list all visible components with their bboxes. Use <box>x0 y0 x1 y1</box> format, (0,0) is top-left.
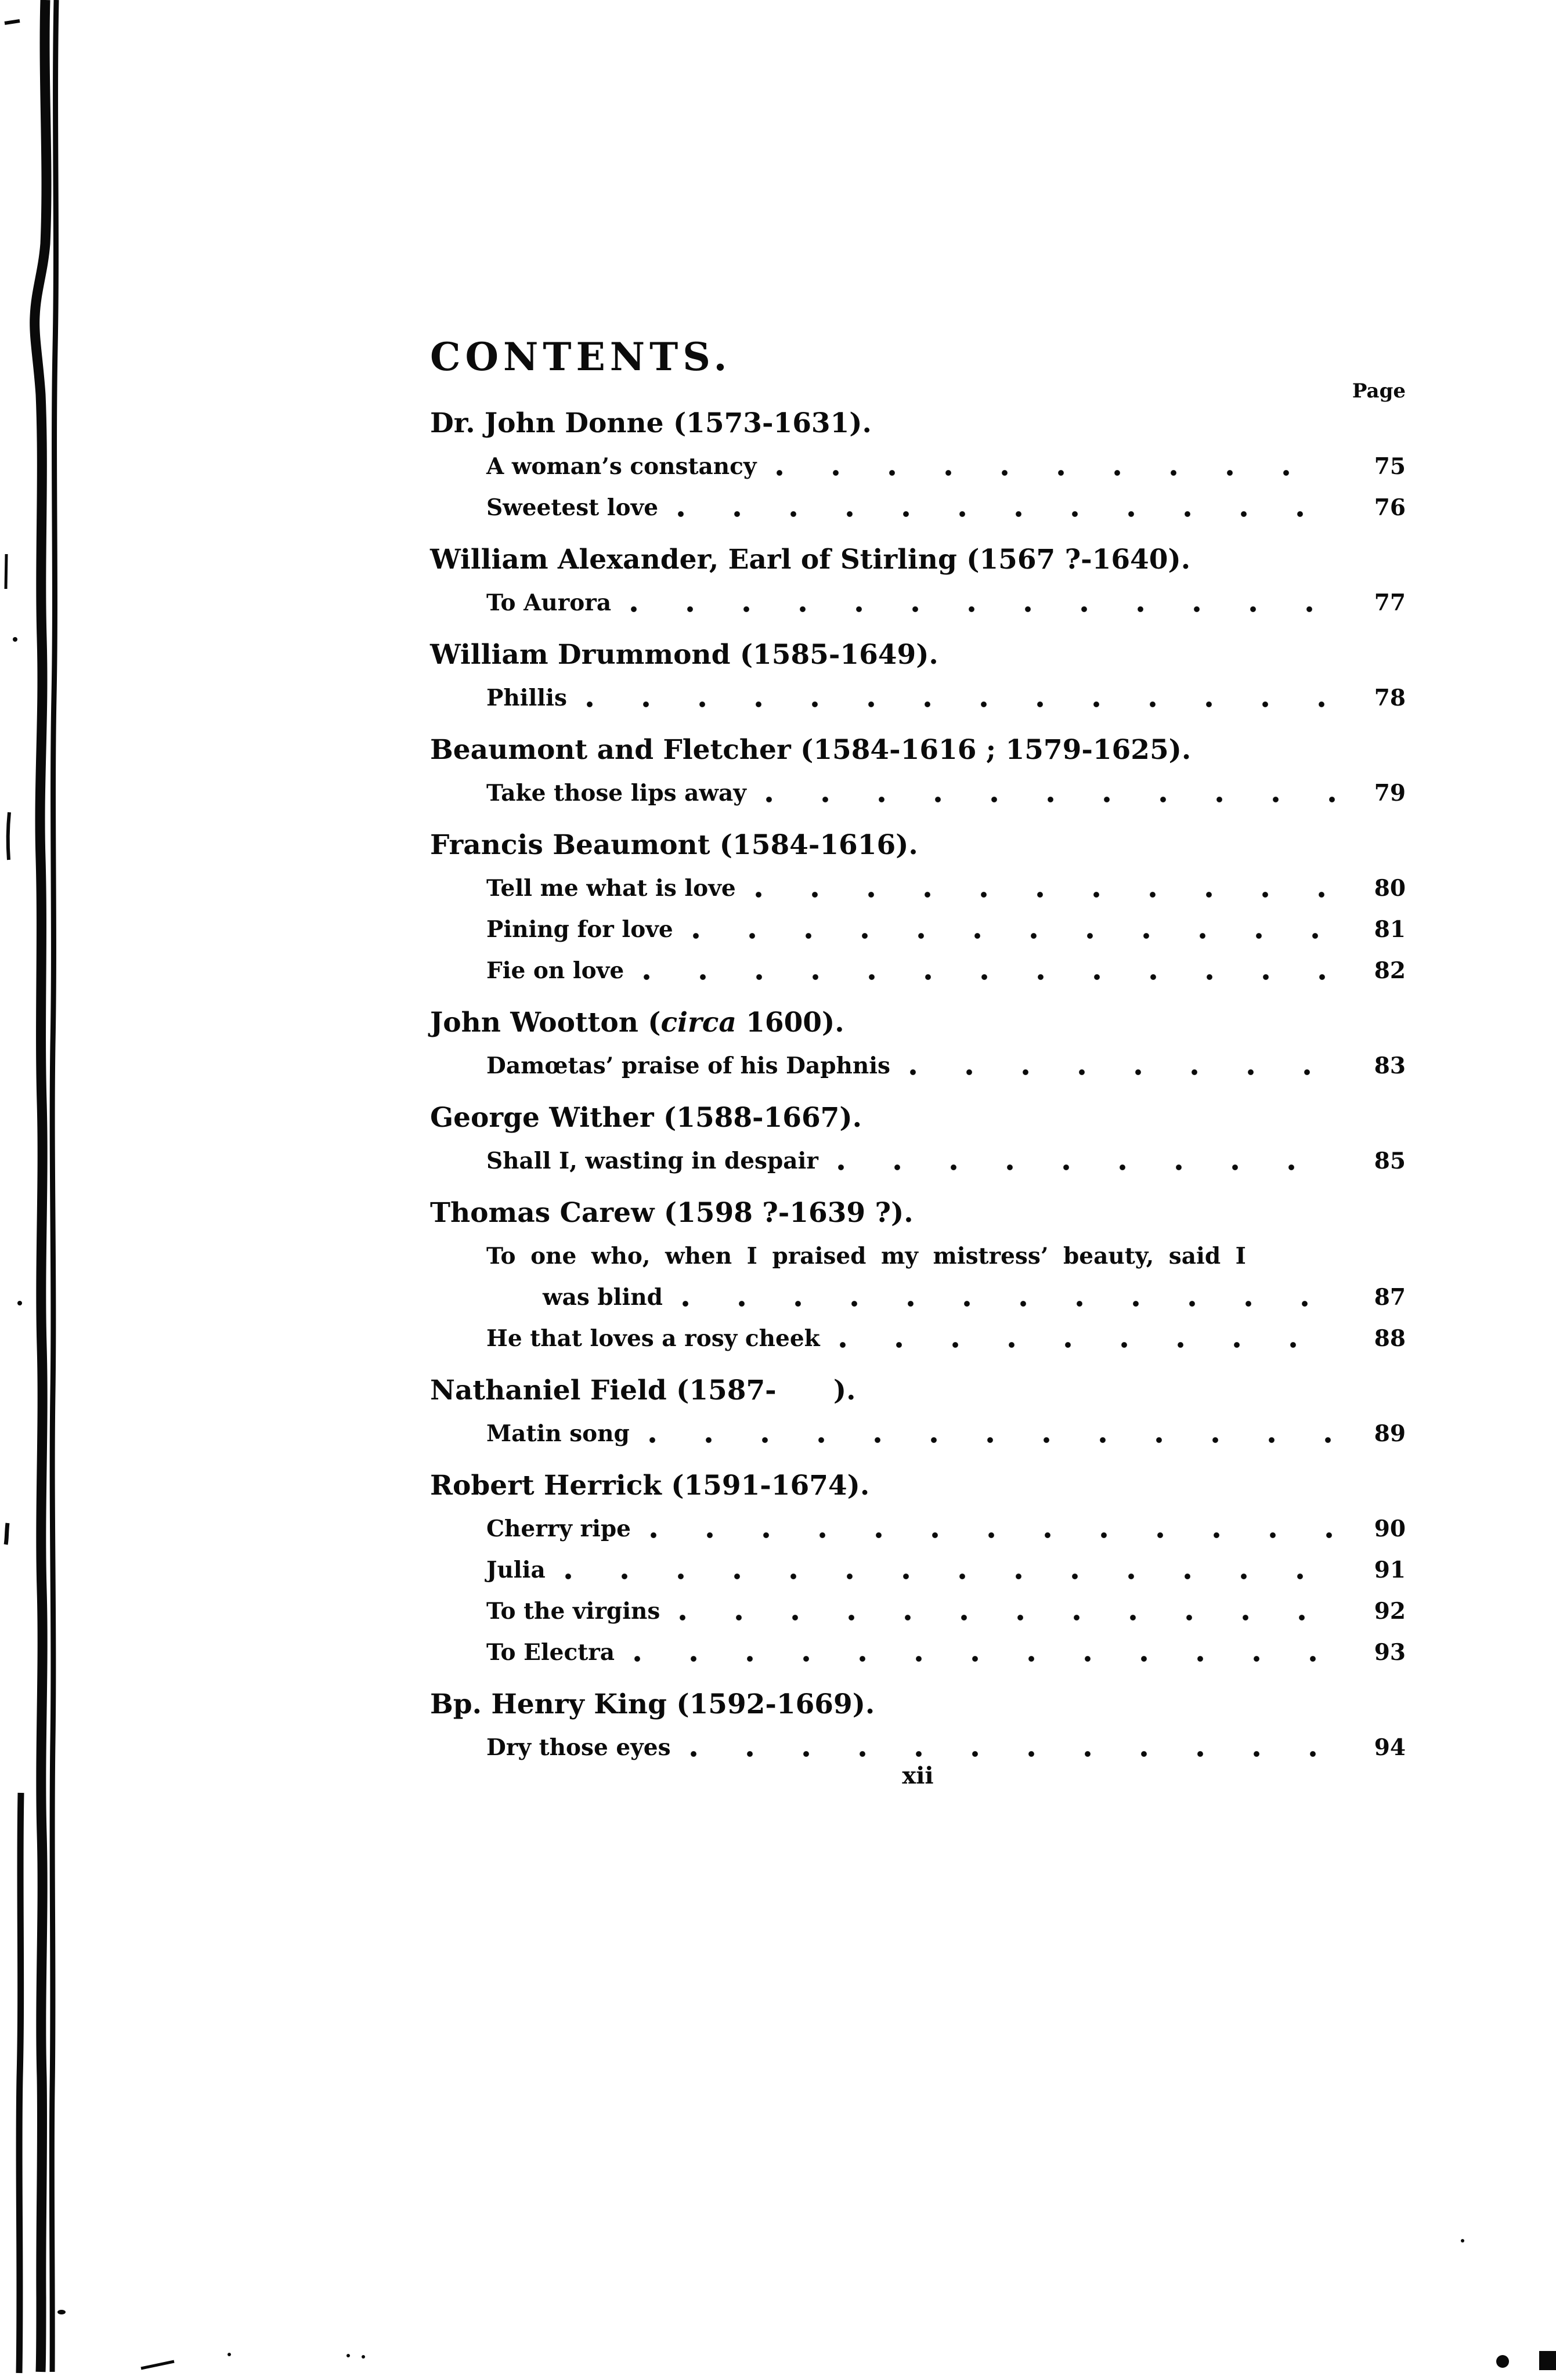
ink-speck <box>362 2355 365 2359</box>
author-heading-text: William Drummond (1585-1649). <box>430 639 938 671</box>
ink-speck <box>57 2310 66 2314</box>
entry-page-number: 89 <box>1374 1420 1406 1447</box>
dot-leader <box>678 511 1335 518</box>
dot-leader <box>565 1573 1335 1580</box>
author-heading-text: William Alexander, Earl of Stirling (1567 ?-1640). <box>430 544 1191 576</box>
dot-leader <box>649 1437 1335 1444</box>
dot-leader <box>838 1164 1335 1171</box>
author-heading <box>430 1377 1406 1404</box>
ink-blob <box>1496 2355 1509 2368</box>
entry-page-number: 91 <box>1374 1557 1406 1583</box>
dot-leader <box>587 701 1335 708</box>
author-heading-text: George Wither (1588-1667). <box>430 1102 862 1134</box>
toc-section <box>430 831 1406 982</box>
dot-leader <box>766 796 1335 804</box>
toc-section <box>430 546 1406 614</box>
toc-entry-row <box>430 957 1406 984</box>
dot-leader <box>683 1300 1335 1308</box>
entry-page-number: 94 <box>1374 1734 1406 1761</box>
ink-speck <box>13 637 17 642</box>
page-column-label: Page <box>1352 379 1406 403</box>
ink-speck <box>346 2354 350 2357</box>
author-heading <box>430 1199 1406 1227</box>
author-heading <box>430 639 1406 671</box>
entry-title: Tell me what is love <box>486 875 736 902</box>
entry-title: To Electra <box>486 1639 615 1666</box>
entry-title: Cherry ripe <box>486 1515 631 1542</box>
entry-title: To the virgins <box>486 1598 660 1625</box>
author-heading <box>430 831 1406 859</box>
toc-section <box>430 1199 1406 1350</box>
binding-edge-line <box>35 0 46 2372</box>
author-heading-text: circa <box>660 1007 737 1039</box>
entry-title: Julia <box>486 1557 546 1583</box>
toc-section <box>430 407 1406 521</box>
dot-leader <box>651 1532 1335 1539</box>
entry-page-number: 93 <box>1374 1639 1406 1666</box>
entry-page-number: 81 <box>1374 916 1406 943</box>
toc-entry-row <box>430 1052 1406 1079</box>
author-heading-text: Beaumont and Fletcher (1584-1616 ; 1579-1625). <box>430 734 1192 766</box>
ink-speck <box>5 21 20 23</box>
page-edge-line <box>19 1793 21 2373</box>
toc-entry-row <box>430 687 1406 710</box>
entry-title: Fie on love <box>486 957 624 984</box>
toc-entry-row <box>430 494 1406 521</box>
toc-entry-row <box>430 1420 1406 1447</box>
entry-page-number: 75 <box>1374 453 1406 480</box>
entry-title: Dry those eyes <box>486 1734 671 1761</box>
toc-entry-row <box>430 1150 1406 1173</box>
entry-title: To Aurora <box>486 589 612 616</box>
entry-page-number: 92 <box>1374 1598 1406 1625</box>
entry-title: A woman’s constancy <box>486 453 757 480</box>
author-heading-text: Dr. John Donne (1573-1631). <box>430 407 872 439</box>
author-heading-text: John Wootton ( <box>430 1007 661 1039</box>
author-heading <box>430 736 1406 764</box>
toc-entry-row <box>430 1600 1406 1623</box>
ink-speck <box>17 1301 22 1305</box>
ink-blob <box>1539 2351 1556 2370</box>
author-heading <box>430 1102 1406 1134</box>
entry-page-number: 85 <box>1374 1148 1406 1174</box>
ink-speck <box>141 2361 174 2368</box>
dot-leader <box>777 469 1335 477</box>
author-heading <box>430 544 1406 576</box>
toc-entry-row <box>430 1734 1406 1761</box>
dot-leader <box>840 1341 1335 1349</box>
toc-entry-row <box>430 918 1406 941</box>
entry-title: Pining for love <box>486 916 673 943</box>
dot-leader <box>644 974 1335 981</box>
entry-page-number: 88 <box>1374 1325 1406 1352</box>
author-heading-text: 1600). <box>736 1007 844 1039</box>
dot-leader <box>693 932 1335 940</box>
dot-leader <box>691 1750 1335 1758</box>
toc-content <box>430 334 1406 1789</box>
page-title: CONTENTS. <box>430 334 732 379</box>
toc-entry-row <box>430 589 1406 616</box>
entry-page-number: 82 <box>1374 957 1406 984</box>
author-heading <box>430 1688 1406 1720</box>
entry-title: He that loves a rosy cheek <box>486 1325 820 1352</box>
entry-page-number: 78 <box>1374 685 1406 711</box>
dot-leader <box>756 891 1335 899</box>
folio-number: xii <box>902 1762 934 1789</box>
entry-title-first-line: To one who, when I praised my mistress’ beauty, said I <box>486 1243 1246 1269</box>
author-heading <box>430 1470 1406 1502</box>
toc-section <box>430 1009 1406 1077</box>
toc-entry-row <box>430 1641 1406 1664</box>
dot-leader <box>631 606 1335 613</box>
toc-entry-row <box>430 1515 1406 1542</box>
dot-leader <box>680 1614 1335 1622</box>
toc-entry-row <box>430 1286 1406 1309</box>
entry-title: Damœtas’ praise of his Daphnis <box>486 1052 891 1079</box>
author-heading-text: Thomas Carew (1598 ?-1639 ?). <box>430 1197 914 1229</box>
ink-speck <box>6 1523 8 1545</box>
entry-page-number: 80 <box>1374 875 1406 902</box>
entry-page-number: 79 <box>1374 780 1406 806</box>
toc-section <box>430 1688 1406 1761</box>
ink-speck <box>8 812 9 860</box>
entry-title: Phillis <box>486 685 567 711</box>
toc-section <box>430 641 1406 710</box>
entry-title: Take those lips away <box>486 780 746 806</box>
entry-title: Matin song <box>486 1420 630 1447</box>
dot-leader <box>634 1655 1335 1663</box>
entry-page-number: 90 <box>1374 1515 1406 1542</box>
entry-title: Shall I, wasting in despair <box>486 1148 818 1174</box>
entry-title: was blind <box>543 1284 663 1311</box>
entry-page-number: 77 <box>1374 589 1406 616</box>
toc-section <box>430 1472 1406 1664</box>
toc-section <box>430 736 1406 805</box>
toc-sections <box>430 407 1406 1761</box>
toc-section <box>430 1377 1406 1445</box>
author-heading <box>430 407 1406 439</box>
entry-page-number: 87 <box>1374 1284 1406 1311</box>
toc-entry-row <box>430 1325 1406 1352</box>
author-heading <box>430 1007 1406 1039</box>
ink-speck <box>228 2353 231 2356</box>
author-heading-text: Francis Beaumont (1584-1616). <box>430 829 918 861</box>
ink-speck <box>1461 2239 1464 2242</box>
entry-title: Sweetest love <box>486 494 659 521</box>
author-heading-text: Nathaniel Field (1587- ). <box>430 1375 856 1406</box>
toc-section <box>430 1104 1406 1173</box>
toc-entry-row <box>430 1559 1406 1582</box>
author-heading-text: Robert Herrick (1591-1674). <box>430 1470 870 1502</box>
toc-entry-row <box>430 455 1406 478</box>
entry-page-number: 83 <box>1374 1052 1406 1079</box>
dot-leader <box>910 1069 1335 1076</box>
toc-entry-row <box>430 782 1406 805</box>
binding-edge-line-2 <box>52 0 56 2372</box>
entry-page-number: 76 <box>1374 494 1406 521</box>
toc-entry-row <box>430 877 1406 900</box>
author-heading-text: Bp. Henry King (1592-1669). <box>430 1688 875 1720</box>
